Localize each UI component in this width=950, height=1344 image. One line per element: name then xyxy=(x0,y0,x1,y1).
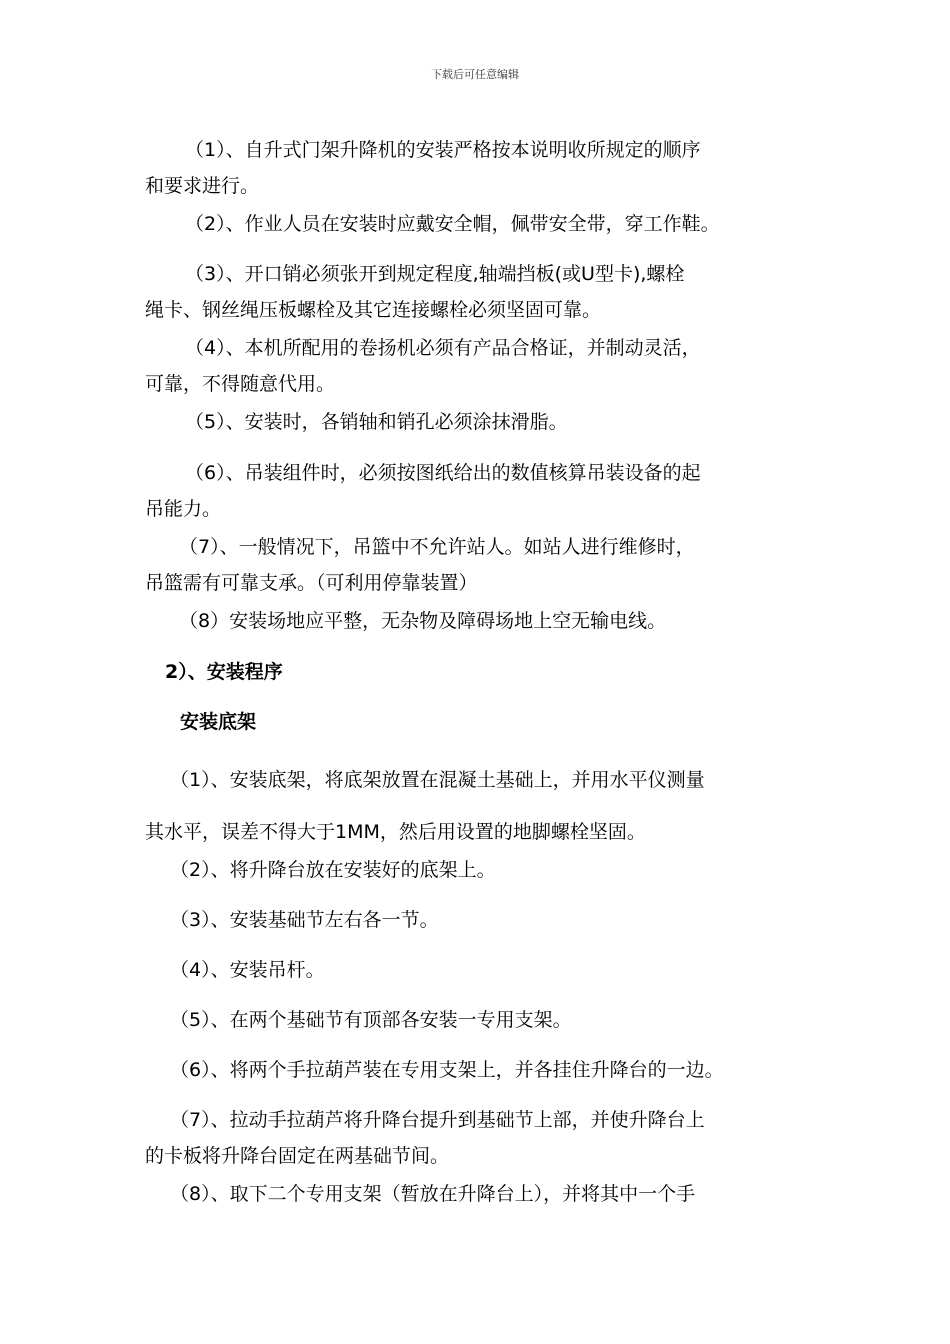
section-subtitle: 安装底架 xyxy=(180,711,257,733)
safety-item-4 xyxy=(145,330,815,402)
step-item-6 xyxy=(145,1052,815,1088)
step-item-7-line1: （7）、拉动手拉葫芦将升降台提升到基础节上部，并使升降台上 xyxy=(170,1109,705,1131)
step-item-1-line2: 其水平，误差不得大于1MM，然后用设置的地脚螺栓坚固。 xyxy=(145,821,646,843)
safety-item-5 xyxy=(145,404,815,440)
step-item-2 xyxy=(145,852,815,888)
safety-item-6-line1: （6）、吊装组件时，必须按图纸给出的数值核算吊装设备的起 xyxy=(185,462,701,484)
safety-item-6-line2: 吊能力。 xyxy=(145,498,222,520)
step-item-6-line1: （6）、将两个手拉葫芦装在专用支架上，并各挂住升降台的一边。 xyxy=(170,1059,724,1081)
safety-item-7-line1: （7）、一般情况下，吊篮中不允许站人。如站人进行维修时， xyxy=(179,536,695,558)
safety-item-6 xyxy=(145,455,815,527)
step-item-3-line1: （3）、安装基础节左右各一节。 xyxy=(170,909,439,931)
step-item-1-line1: （1）、安装底架，将底架放置在混凝土基础上，并用水平仪测量 xyxy=(170,769,705,791)
safety-item-3-line2: 绳卡、钢丝绳压板螺栓及其它连接螺栓必须坚固可靠。 xyxy=(145,299,602,321)
safety-item-4-line1: （4）、本机所配用的卷扬机必须有产品合格证，并制动灵活， xyxy=(185,337,701,359)
step-item-7 xyxy=(145,1102,815,1174)
safety-item-2-line1: （2）、作业人员在安装时应戴安全帽，佩带安全带，穿工作鞋。 xyxy=(185,213,720,235)
safety-item-7-line2: 吊篮需有可靠支承。（可利用停靠装置） xyxy=(145,572,478,594)
step-item-3 xyxy=(145,902,815,938)
safety-item-8 xyxy=(145,603,815,639)
safety-item-3-line1: （3）、开口销必须张开到规定程度,轴端挡板(或U型卡),螺栓 xyxy=(185,263,685,285)
step-item-5-line1: （5）、在两个基础节有顶部各安装一专用支架。 xyxy=(170,1009,572,1031)
step-item-4-line1: （4）、安装吊杆。 xyxy=(170,959,325,981)
step-item-8 xyxy=(145,1176,815,1212)
safety-item-3 xyxy=(145,256,815,328)
step-item-1 xyxy=(145,754,815,858)
safety-item-1 xyxy=(145,132,815,204)
safety-item-7 xyxy=(145,529,815,601)
step-item-2-line1: （2）、将升降台放在安装好的底架上。 xyxy=(170,859,496,881)
safety-item-8-line1: （8）安装场地应平整，无杂物及障碍场地上空无输电线。 xyxy=(179,610,667,632)
page-header: 下载后可任意编辑 xyxy=(431,68,519,81)
step-item-7-line2: 的卡板将升降台固定在两基础节间。 xyxy=(145,1145,450,1167)
section-title: 2）、安装程序 xyxy=(165,661,283,683)
safety-item-2 xyxy=(145,206,815,242)
safety-item-1-line2: 和要求进行。 xyxy=(145,175,260,197)
step-item-8-line1: （8）、取下二个专用支架（暂放在升降台上），并将其中一个手 xyxy=(170,1183,696,1205)
safety-item-5-line1: （5）、安装时，各销轴和销孔必须涂抹滑脂。 xyxy=(185,411,568,433)
safety-item-1-line1: （1）、自升式门架升降机的安装严格按本说明收所规定的顺序 xyxy=(185,139,701,161)
step-item-4 xyxy=(145,952,815,988)
safety-item-4-line2: 可靠，不得随意代用。 xyxy=(145,373,336,395)
step-item-5 xyxy=(145,1002,815,1038)
